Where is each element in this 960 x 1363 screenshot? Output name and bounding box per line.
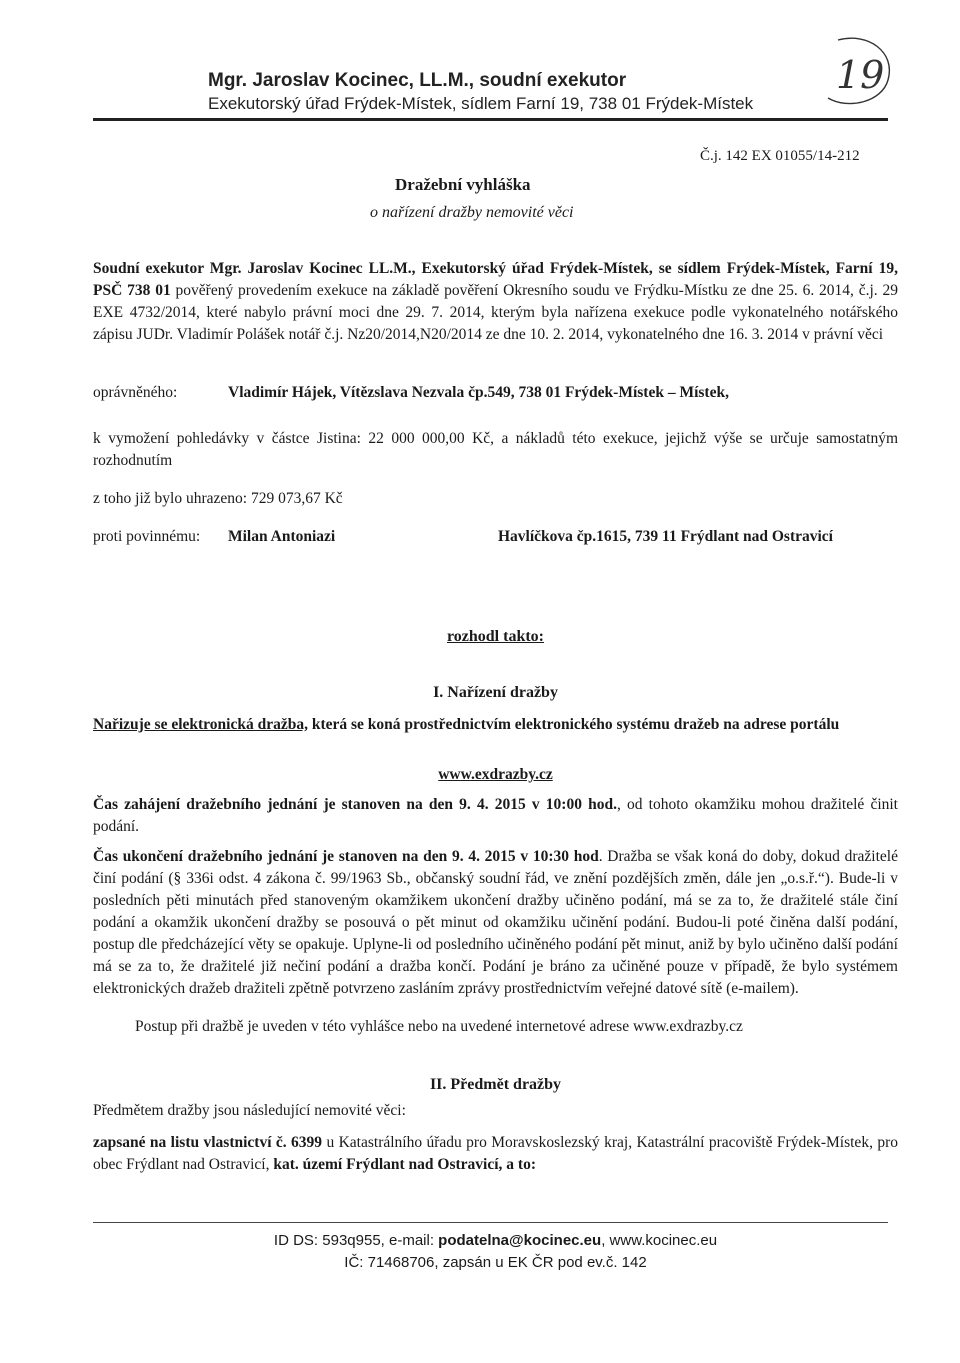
start-time-rest: , od tohoto okamžiku mohou dražitelé činit podání. bbox=[93, 796, 898, 835]
creditor-label: oprávněného: bbox=[93, 384, 178, 401]
debtor-label: proti povinnému: bbox=[93, 528, 201, 545]
end-time-rest: . Dražba se však koná do doby, dokud dražitelé činí podání (§ 336i odst. 4 zákona č. 99/1963 Sb., občanský soudní řád, ve znění pozdějších změn, dále jen „o.s.ř.“). Bude-li v posledních pěti minutách před stanoveným okamžikem ukončení dražby učiněno podání, má se za to, že dražitelé stále činí podání a okamžik ukončení dražby se posouvá o pět minut od okamžiku učinění podání. Budou-li poté činěna další podání, postup dle předcházející věty se opakuje. Uplyne-li od posledního učiněného podání pět minut, aniž by bylo učiněno další podání má se za to, že dražitelé již nečiní podání a dražba končí. Podání je bráno za učiněné pouze v případě, že bylo systémem elektronických dražeb dražiteli zpětně potvrzeno zasláním zprávy prostřednictvím veřejné datové sítě (e-mailem). bbox=[93, 848, 898, 997]
section-1-heading: I. Nařízení dražby bbox=[433, 684, 558, 701]
intro-bold: Soudní exekutor Mgr. Jaroslav Kocinec LL.M., Exekutorský úřad Frýdek-Místek, se sídlem Frýdek-Místek, Farní 19, PSČ 738 01 bbox=[93, 260, 898, 299]
case-number: Č.j. 142 EX 01055/14-212 bbox=[700, 148, 860, 164]
handwritten-page-number bbox=[808, 32, 898, 112]
executor-name: Mgr. Jaroslav Kocinec, LL.M., soudní exekutor bbox=[208, 70, 627, 91]
decision-heading: rozhodl takto: bbox=[446, 628, 545, 645]
footer-web: , www.kocinec.eu bbox=[601, 1232, 718, 1249]
footer-registration: IČ: 71468706, zapsán u EK ČR pod ev.č. 142 bbox=[344, 1254, 647, 1271]
section-2-intro: Předmětem dražby jsou následující nemovité věci: bbox=[93, 1102, 406, 1119]
paid-amount: z toho již bylo uhrazeno: 729 073,67 Kč bbox=[93, 490, 343, 507]
footer-email[interactable]: podatelna@kocinec.eu bbox=[438, 1232, 602, 1249]
portal-link[interactable]: www.exdrazby.cz bbox=[438, 766, 553, 783]
e-auction-text: která se koná prostřednictvím elektronického systému dražeb na adrese portálu bbox=[307, 716, 840, 733]
footer-id-ds: ID DS: 593q955, e-mail: bbox=[273, 1232, 439, 1249]
claim-paragraph: k vymožení pohledávky v částce Jistina: 22 000 000,00 Kč, a nákladů této exekuce, jejichž výše se určuje samostatným rozhodnutím bbox=[93, 430, 898, 469]
start-time-paragraph bbox=[93, 794, 898, 838]
intro-rest: pověřený provedením exekuce na základě pověření Okresního soudu ve Frýdku-Místku ze dne 25. 6. 2014, č.j. 29 EXE 4732/2014, které nabylo právní moci dne 29. 7. 2014, kterým byla nařízena exekuce podle vykonatelného notářského zápisu JUDr. Vladimír Polášek notář č.j. Nz20/2014,N20/2014 ze dne 10. 2. 2014, vykonatelného dne 16. 3. 2014 v právní věci bbox=[93, 282, 898, 343]
e-auction-ordered: Nařizuje se elektronická dražba, bbox=[93, 716, 308, 733]
cadastral-office: u Katastrálního úřadu pro Moravskoslezský kraj, Katastrální pracoviště Frýdek-Místek, pro obec Frýdlant nad Ostravicí, bbox=[93, 1134, 898, 1173]
footer-contact bbox=[93, 1230, 898, 1252]
ownership-sheet: zapsané na listu vlastnictví č. 6399 bbox=[93, 1134, 323, 1151]
end-time-paragraph bbox=[93, 846, 898, 1000]
stamp-number: 19 bbox=[836, 53, 885, 97]
executor-office: Exekutorský úřad Frýdek-Místek, sídlem Farní 19, 738 01 Frýdek-Místek bbox=[208, 94, 754, 113]
section-2-heading: II. Předmět dražby bbox=[429, 1076, 562, 1093]
start-time: Čas zahájení dražebního jednání je stanoven na den 9. 4. 2015 v 10:00 hod. bbox=[93, 796, 617, 813]
document-subtitle: o nařízení dražby nemovité věci bbox=[370, 204, 574, 221]
cadastral-area: kat. území Frýdlant nad Ostravicí, a to: bbox=[273, 1156, 536, 1173]
end-time: Čas ukončení dražebního jednání je stanoven na den 9. 4. 2015 v 10:30 hod bbox=[93, 848, 599, 865]
creditor-value: Vladimír Hájek, Vítězslava Nezvala čp.549, 738 01 Frýdek-Místek – Místek, bbox=[228, 384, 729, 401]
section-1-paragraph-1 bbox=[93, 714, 898, 736]
document-title: Dražební vyhláška bbox=[395, 175, 531, 194]
header-divider bbox=[93, 118, 888, 121]
debtor-address: Havlíčkova čp.1615, 739 11 Frýdlant nad Ostravicí bbox=[498, 528, 833, 545]
procedure-paragraph: Postup při dražbě je uveden v této vyhlášce nebo na uvedené internetové adrese www.exdrazby.cz bbox=[135, 1018, 743, 1035]
debtor-name: Milan Antoniazi bbox=[228, 528, 336, 545]
intro-paragraph bbox=[93, 258, 898, 346]
footer-divider bbox=[93, 1222, 888, 1223]
section-2-paragraph bbox=[93, 1132, 898, 1176]
